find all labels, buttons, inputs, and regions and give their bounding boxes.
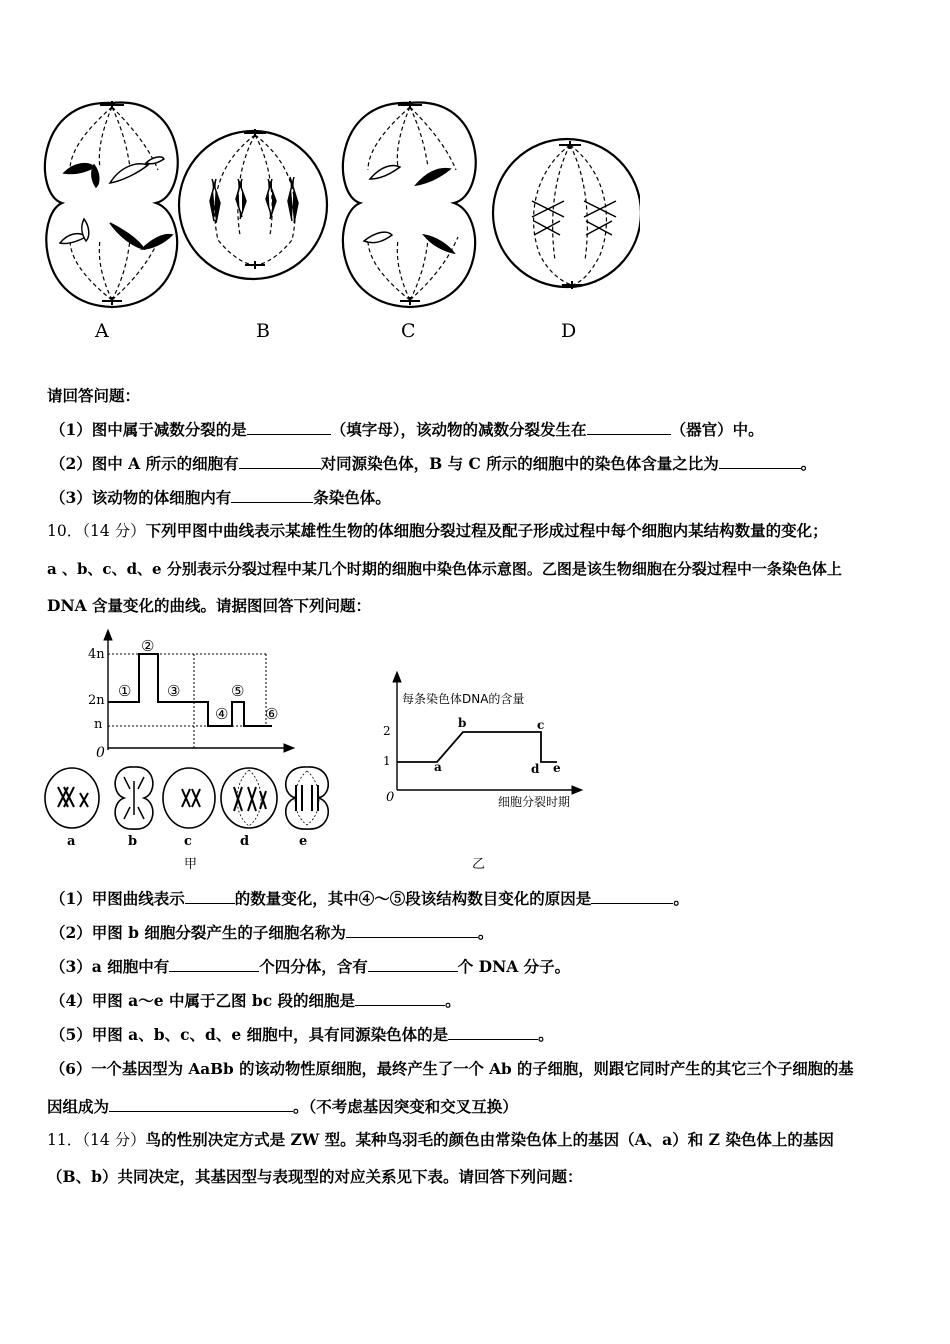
- figure-label-b: B: [256, 320, 270, 342]
- q10-blank-6[interactable]: [355, 990, 445, 1006]
- q10-stem-3: DNA 含量变化的曲线。请据图回答下列问题：: [47, 596, 372, 615]
- jia-ytick-n: n: [94, 717, 103, 732]
- cell-d-membrane: [493, 139, 640, 287]
- jia-cell-label-d: d: [240, 834, 250, 849]
- yi-point-e: e: [553, 761, 561, 775]
- q10-blank-4[interactable]: [169, 956, 259, 972]
- intro-text: 请回答问题：: [47, 386, 141, 405]
- jia-origin: 0: [96, 745, 105, 761]
- jia-segment-3: ③: [167, 682, 181, 700]
- q10-blank-2[interactable]: [591, 888, 673, 904]
- q10-stem-1: 10．（14 分）下列甲图中曲线表示某雄性生物的体细胞分裂过程及配子形成过程中每个细胞内某结构数量的变化；: [47, 521, 828, 540]
- jia-caption: 甲: [184, 857, 198, 872]
- q10-part2: （2）甲图 b 细胞分裂产生的子细胞名称为 。: [50, 923, 494, 942]
- jia-segment-6: ⑥: [265, 705, 279, 723]
- q10-stem-2: a 、b、c、d、e 分别表示分裂过程中某几个时期的细胞中染色体示意图。乙图是该生物细胞在分裂过程中一条染色体上: [47, 560, 842, 578]
- q10-part6-line2: 因组成为 。（不考虑基因突变和交叉互换）: [47, 1097, 518, 1116]
- yi-point-a: a: [434, 760, 442, 774]
- q10-blank-5[interactable]: [368, 956, 458, 972]
- cell-b-membrane: [179, 131, 327, 279]
- q10-part1: （1）甲图曲线表示 的数量变化，其中④～⑤段该结构数目变化的原因是 。: [50, 889, 689, 908]
- jia-cell-label-c: c: [184, 834, 192, 849]
- jia-segment-1: ①: [118, 682, 132, 700]
- yi-point-d: d: [531, 762, 540, 776]
- yi-caption: 乙: [472, 857, 486, 872]
- yi-ytick-1: 1: [383, 754, 391, 768]
- q9-blank-2[interactable]: [587, 419, 671, 435]
- yi-xlabel: 细胞分裂时期: [498, 795, 571, 809]
- jia-cell-label-a: a: [67, 834, 76, 849]
- jia-segment-5: ⑤: [231, 682, 245, 700]
- figure-label-c: C: [401, 320, 416, 342]
- jia-graph: [84, 626, 299, 756]
- q10-blank-3[interactable]: [346, 922, 478, 938]
- q11-stem-1: 11．（14 分）鸟的性别决定方式是 ZW 型。某种鸟羽毛的颜色由常染色体上的基因（A、a）和 Z 染色体上的基因: [47, 1130, 834, 1149]
- yi-point-b: b: [458, 716, 467, 730]
- cell-a-membrane: [45, 103, 178, 307]
- q9-part1: （1）图中属于减数分裂的是 （填字母），该动物的减数分裂发生在 （器官）中。: [50, 420, 764, 439]
- q11-stem-2: （B、b）共同决定，其基因型与表现型的对应关系见下表。请回答下列问题：: [47, 1167, 583, 1186]
- cell-c-membrane: [343, 103, 476, 307]
- q9-part2: （2）图中 A 所示的细胞有 对同源染色体，B 与 C 所示的细胞中的染色体含量之比为 。: [50, 454, 817, 473]
- q10-blank-8[interactable]: [109, 1096, 293, 1112]
- q10-part5: （5）甲图 a、b、c、d、e 细胞中，具有同源染色体的是 。: [50, 1025, 554, 1044]
- jia-ytick-4n: 4n: [88, 647, 105, 662]
- q10-blank-7[interactable]: [448, 1024, 538, 1040]
- yi-point-c: c: [537, 718, 545, 732]
- q9-blank-5[interactable]: [231, 487, 313, 503]
- q9-blank-1[interactable]: [247, 419, 331, 435]
- q9-blank-3[interactable]: [239, 453, 321, 469]
- figure-label-a: A: [95, 320, 109, 342]
- q10-part6-line1: （6）一个基因型为 AaBb 的该动物性原细胞，最终产生了一个 Ab 的子细胞，则跟它同时产生的其它三个子细胞的基: [50, 1060, 854, 1078]
- jia-segment-2: ②: [141, 637, 155, 655]
- jia-cells: [44, 763, 334, 833]
- jia-ytick-2n: 2n: [88, 693, 105, 708]
- q9-part3: （3）该动物的体细胞内有 条染色体。: [50, 488, 391, 507]
- q10-part4: （4）甲图 a～e 中属于乙图 bc 段的细胞是 。: [50, 991, 461, 1010]
- jia-cell-label-e: e: [299, 834, 308, 849]
- cell-division-figure: [40, 95, 640, 345]
- yi-ylabel: 每条染色体DNA的含量: [402, 692, 525, 706]
- q10-blank-1[interactable]: [185, 888, 235, 904]
- figure-label-d: D: [561, 320, 577, 342]
- yi-ytick-2: 2: [383, 724, 391, 738]
- q10-part3: （3）a 细胞中有 个四分体，含有 个 DNA 分子。: [50, 957, 571, 976]
- jia-cell-label-b: b: [128, 834, 138, 849]
- jia-segment-4: ④: [215, 705, 229, 723]
- q9-blank-4[interactable]: [719, 453, 801, 469]
- yi-origin: 0: [386, 790, 395, 805]
